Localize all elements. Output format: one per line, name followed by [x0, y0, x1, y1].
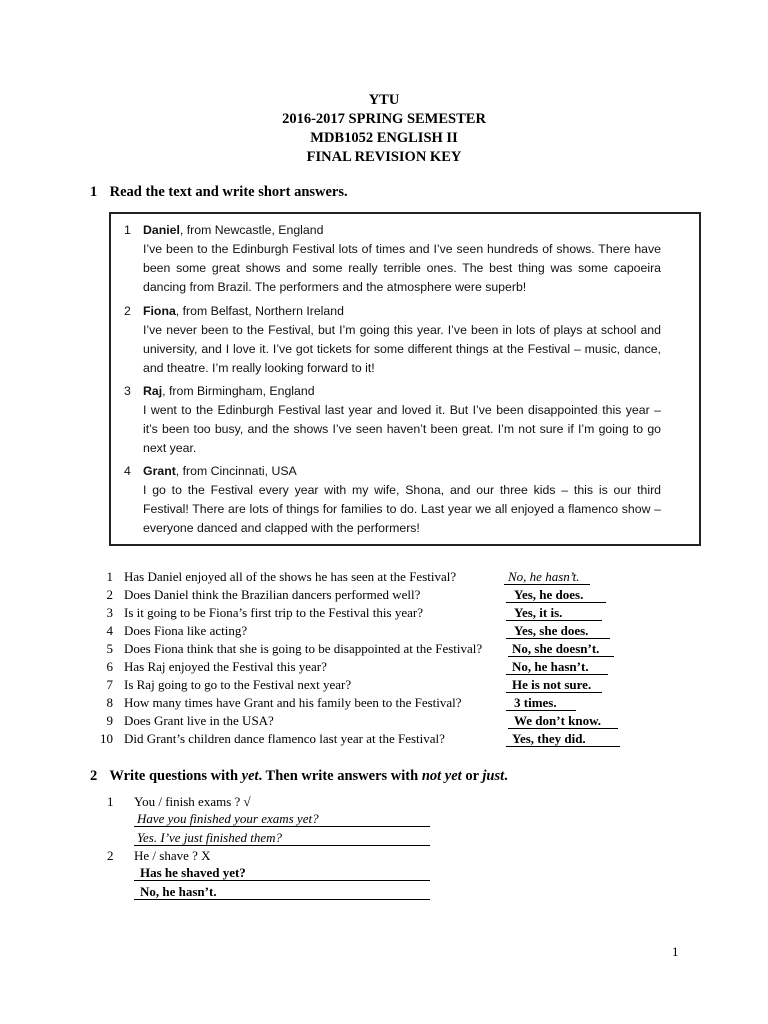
question-number: 2	[106, 587, 113, 602]
passage-text: I’ve never been to the Festival, but I’m going this year. I’ve been in lots of plays at school and university, and I love it. I’ve got tickets for some different things at the Festival – music, dance, and theatre. I’m really looking forward to it!	[143, 323, 661, 375]
item-prompt: He / shave ? X	[134, 848, 211, 863]
section-number: 1	[90, 184, 98, 200]
question-row	[0, 730, 768, 748]
passage-name: Fiona	[143, 304, 176, 318]
section-instruction-part: . Then write answers with	[258, 768, 422, 784]
question-text: Does Fiona think that she is going to be disappointed at the Festival?	[124, 641, 483, 656]
question-number: 4	[106, 623, 113, 638]
answer-field[interactable]: We don’t know.	[508, 712, 618, 729]
question-number: 9	[106, 713, 113, 728]
passage-number: 4	[124, 464, 131, 478]
header-semester: 2016-2017 SPRING SEMESTER	[282, 111, 486, 127]
answer-field[interactable]: Yes, he does.	[506, 586, 606, 603]
item-number: 2	[107, 848, 114, 863]
page-number: 1	[672, 944, 679, 959]
question-number: 10	[100, 731, 113, 746]
header-title: FINAL REVISION KEY	[306, 149, 462, 165]
question-number: 6	[106, 659, 113, 674]
section-instruction-part: Write questions with	[109, 768, 242, 784]
section-2-title	[90, 767, 508, 785]
question-text: Has Daniel enjoyed all of the shows he has seen at the Festival?	[124, 569, 457, 584]
keyword-not-yet: not yet	[421, 768, 462, 784]
answer-field[interactable]: Yes, it is.	[506, 604, 602, 621]
passage-raj	[124, 382, 661, 458]
header-school: YTU	[368, 92, 400, 108]
keyword-just: just	[482, 768, 505, 784]
answer-field[interactable]: He is not sure.	[506, 676, 602, 693]
question-row	[0, 676, 768, 694]
question-text: Has Raj enjoyed the Festival this year?	[124, 659, 327, 674]
question-text: Did Grant’s children dance flamenco last year at the Festival?	[124, 731, 445, 746]
passage-grant	[124, 462, 661, 538]
answer-field[interactable]: 3 times.	[506, 694, 576, 711]
question-number: 8	[106, 695, 113, 710]
section-instruction-part: .	[504, 768, 508, 784]
item-number: 1	[107, 794, 114, 809]
answer-line[interactable]: Has he shaved yet?	[134, 864, 430, 881]
keyword-yet: yet	[241, 768, 259, 784]
document-header	[0, 91, 768, 167]
question-text: Does Daniel think the Brazilian dancers performed well?	[124, 587, 421, 602]
question-row	[0, 622, 768, 640]
passage-fiona	[124, 302, 661, 378]
question-text: Is Raj going to go to the Festival next year?	[124, 677, 352, 692]
passage-daniel	[124, 221, 661, 297]
question-row	[0, 694, 768, 712]
answer-field[interactable]: No, he hasn’t.	[504, 568, 590, 585]
answer-field[interactable]: No, he hasn’t.	[506, 658, 608, 675]
section-instruction: Read the text and write short answers.	[109, 184, 348, 200]
question-number: 7	[106, 677, 113, 692]
passage-text: I’ve been to the Edinburgh Festival lots of times and I’ve seen hundreds of shows. There have been some great shows and some really terrible ones. The best thing was some capoeira dancing from Brazil. The performers and the atmosphere were superb!	[143, 242, 661, 294]
question-row	[0, 568, 768, 586]
answer-field[interactable]: Yes, they did.	[506, 730, 620, 747]
passage-number: 2	[124, 304, 131, 318]
passage-name: Grant	[143, 464, 176, 478]
question-row	[0, 586, 768, 604]
passage-origin: , from Cincinnati, USA	[175, 464, 297, 478]
question-row	[0, 640, 768, 658]
question-row	[0, 658, 768, 676]
passage-origin: , from Newcastle, England	[179, 223, 324, 237]
section-1-title	[90, 183, 348, 201]
passage-text: I went to the Edinburgh Festival last year and loved it. But I’ve been disappointed this year – it’s been too busy, and the shows I’ve seen haven’t been great. I’m not sure if I’m going to go next year.	[143, 403, 661, 455]
section-number: 2	[90, 768, 98, 784]
question-text: Is it going to be Fiona’s first trip to the Festival this year?	[124, 605, 423, 620]
passage-number: 3	[124, 384, 131, 398]
answer-line[interactable]: Yes. I’ve just finished them?	[134, 829, 430, 846]
question-text: How many times have Grant and his family been to the Festival?	[124, 695, 462, 710]
question-text: Does Fiona like acting?	[124, 623, 248, 638]
question-number: 5	[106, 641, 113, 656]
answer-field[interactable]: Yes, she does.	[506, 622, 610, 639]
question-number: 1	[106, 569, 113, 584]
section-instruction-part: or	[461, 768, 483, 784]
passage-origin: , from Birmingham, England	[162, 384, 315, 398]
question-row	[0, 604, 768, 622]
item-prompt: You / finish exams ? √	[134, 794, 251, 809]
passage-name: Daniel	[143, 223, 180, 237]
header-course: MDB1052 ENGLISH II	[310, 130, 458, 146]
passage-origin: , from Belfast, Northern Ireland	[175, 304, 344, 318]
question-number: 3	[106, 605, 113, 620]
answer-line[interactable]: No, he hasn’t.	[134, 883, 430, 900]
passage-number: 1	[124, 223, 131, 237]
passage-text: I go to the Festival every year with my wife, Shona, and our three kids – this is our third Festival! There are lots of things for families to do. Last year we all enjoyed a flamenco show – everyone danced and clapped with the performers!	[143, 483, 661, 535]
answer-field[interactable]: No, she doesn’t.	[508, 640, 614, 657]
question-row	[0, 712, 768, 730]
question-text: Does Grant live in the USA?	[124, 713, 274, 728]
passage-name: Raj	[143, 384, 163, 398]
answer-line[interactable]: Have you finished your exams yet?	[134, 810, 430, 827]
